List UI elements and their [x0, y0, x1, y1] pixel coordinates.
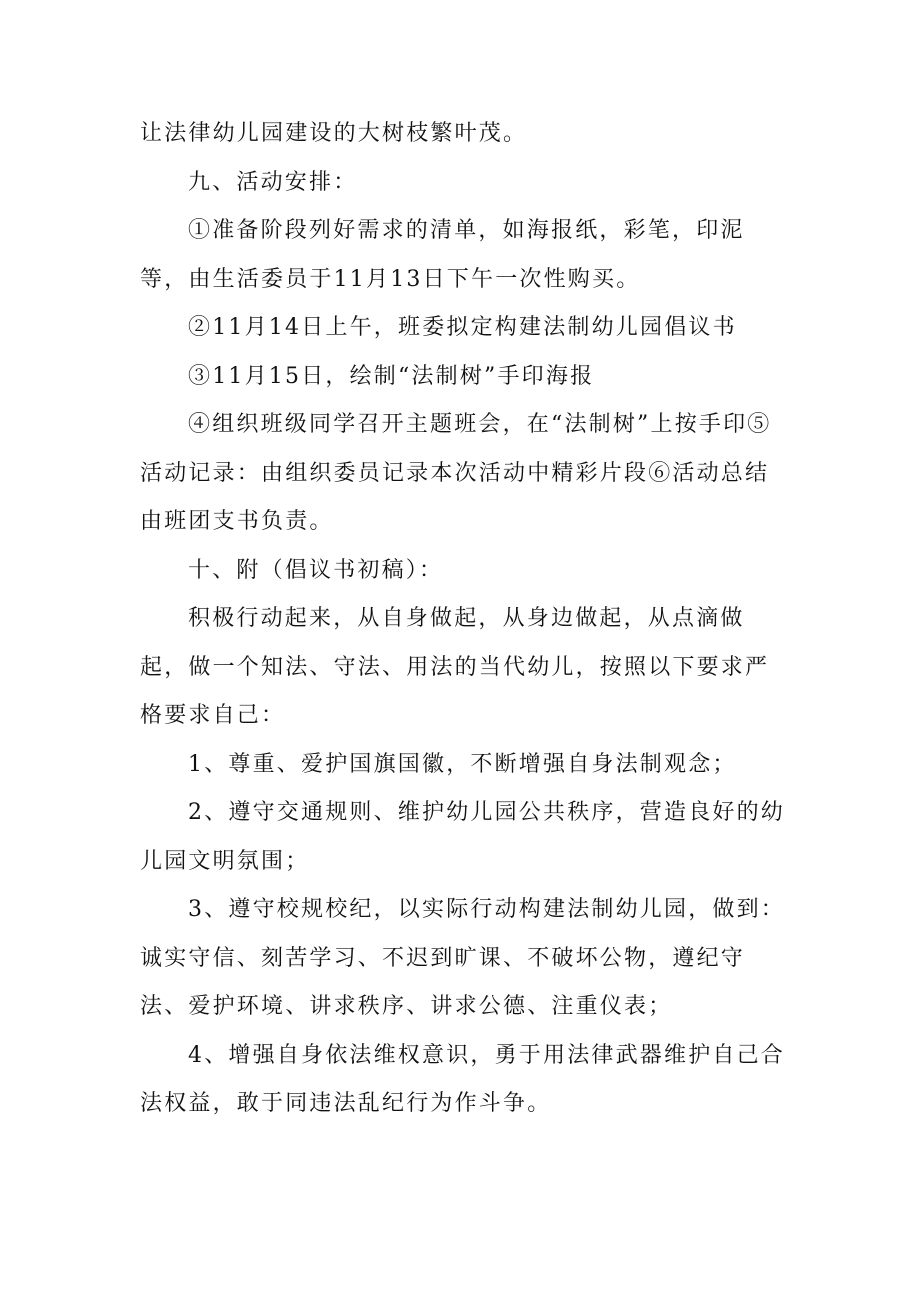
proposal-item-3: 3、遵守校规校纪，以实际行动构建法制幼儿园，做到：诚实守信、刻苦学习、不迟到旷课、不破坏公物，遵纪守法、爱护环境、讲求秩序、讲求公德、注重仪表；: [140, 897, 785, 1019]
schedule-item-4-6: ④组织班级同学召开主题班会，在“法制树”上按手印⑤活动记录：由组织委员记录本次活动中精彩片段⑥活动总结由班团支书负责。: [140, 412, 772, 534]
schedule-item-2: ②11月14日上午，班委拟定构建法制幼儿园倡议书: [188, 315, 737, 340]
proposal-item-4: 4、增强自身依法维权意识，勇于用法律武器维护自己合法权益，敢于同违法乱纪行为作斗争。: [140, 1042, 785, 1116]
proposal-intro: 积极行动起来，从自身做起，从身边做起，从点滴做起，做一个知法、守法、用法的当代幼儿，按照以下要求严格要求自己：: [140, 606, 770, 728]
section-heading-activity-schedule: 九、活动安排：: [188, 169, 358, 195]
section-heading-appendix: 十、附（倡议书初稿）：: [188, 557, 444, 583]
schedule-item-3: ③11月15日，绘制“法制树”手印海报: [188, 363, 595, 389]
paragraph-continuation: 让法律幼儿园建设的大树枝繁叶茂。: [140, 121, 528, 146]
proposal-item-2: 2、遵守交通规则、维护幼儿园公共秩序，营造良好的幼儿园文明氛围；: [140, 800, 785, 874]
proposal-item-1: 1、尊重、爱护国旗国徽，不断增强自身法制观念；: [188, 751, 737, 777]
schedule-item-1: ①准备阶段列好需求的清单，如海报纸，彩笔，印泥等，由生活委员于11月13日下午一次性购买。: [140, 218, 745, 292]
document-body: [140, 110, 790, 1129]
